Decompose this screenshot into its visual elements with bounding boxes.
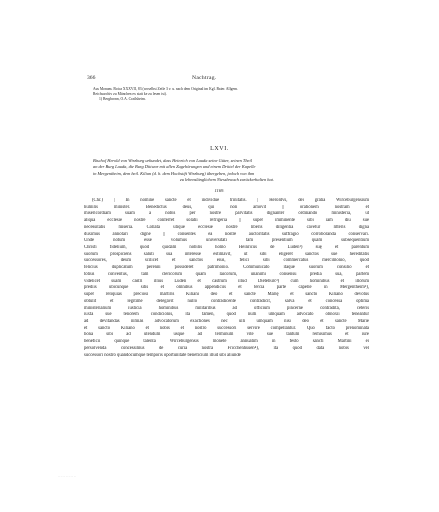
text-line: successores, deum scilicet et sanctos eius, felici sibi commercatus mercimonio, quod (84, 258, 369, 264)
text-line: duximus annotari digne || consentes ea nostre auctoritatis suffragio corroboranda conservari. (84, 231, 369, 237)
text-line: ministerialium iusticia hominibus militaribus ad officium pincerne contradita, ceteris (84, 305, 369, 311)
text-line: prediis ubicunque sitis et omnibus appendiciis et tercia parte capelle in Mergentheim³), (84, 285, 369, 291)
text-line: Unde notum esse volumus universitati tam presentium quam subsequentium (84, 238, 369, 244)
text-line: obtulit et legitime delegavit nullo contradicente contradicit, salva et concessa optima (84, 298, 369, 304)
text-line: videlicet suam castri illius Luden et castrum illud Dieteburc²) cum hominibus et illorum (84, 278, 369, 284)
text-line: beneficii quinque talenta Wirceburgensis monete annuatim in festo sancti Martini ei (84, 339, 369, 345)
text-line: ad devitandas nimias advocatorum exactiones nec ulli umquam nisi deo et sancte Marie (84, 318, 369, 324)
regest-line: in Mergentheim, dem heil. Kilian (d. h. dem Hochstift Wirzburg) übergeben, jedoch von ihm (93, 170, 255, 176)
charter-text (84, 198, 369, 359)
text-line: aliqua ecclesie nostre conferret solatii refrigeria || super imminente sibi iam diu sue (84, 218, 369, 224)
text-line: necessitatis miseria. Collata utique ecclesie nostre liberis diligentia cavetur litteris digna (84, 224, 369, 230)
text-line: totius conventus, tam clericorum quam laicorum, unanimi consensu predia sua, partem (84, 271, 369, 277)
document-year: 1169. (214, 188, 225, 193)
running-title: Nachtrag. (192, 75, 217, 81)
text-line: humilis minister. Benedictus deus, qui non amovit || orationem nostram et (84, 204, 369, 210)
regest-line: zu lebenslänglichem Niessbrauch zurückerhalten hat. (180, 177, 274, 183)
source-note (93, 87, 361, 103)
scan-mark: — — — — — — — (58, 476, 76, 478)
footnote-line: 1) Bergbronn, O.A. Crailsheim. (99, 97, 146, 102)
source-note-line: Aus Monum. Boica XXXVII, 83 (woselbst Zeile 3 v. u. nach dem Original im Kgl. Baier. Allgem. (93, 87, 238, 91)
document-number: LXVI. (210, 146, 229, 152)
page-number: 366 (87, 75, 96, 81)
regest-line: an der Burg Lauda, die Burg Dittwar mit allen Zugehörungen und einem Drittel der Kapelle (93, 164, 256, 170)
text-line: misericordiam suam a nobis per nostre parvitatis dignanter ordinando ministeria, ut (84, 211, 369, 217)
text-line: iuxta sue tenorem condicionis, ita tamen, quod nulli umquam advocato obnoxii teneantur (84, 312, 369, 318)
text-line: Christi fidelium, quod quidam nobilis homo Heinricus de Luden¹) suę et parentum (84, 245, 369, 251)
text-line: suorum prospiciens saluti sua interesse estimavit, ut sibi eligeret sanctos sue hereditatis (84, 251, 369, 257)
text-line: super reliquias preciosi martiris Kiliani deo et sancte Marię et sancto Kiliano devotus (84, 292, 369, 298)
text-line: et sancto Kiliano et nobis et nostro successori servire compellantur. Quo facto prenominata (84, 325, 369, 331)
source-note-line: Reichsarchiv zu München ex statt ke zu lesen ist). (93, 92, 167, 97)
text-line: felicius duplicatum perenni possideret patrimonio. Communicato itaque suorum consilio et (84, 265, 369, 271)
regest-summary (93, 158, 361, 184)
text-line: persolvenda concessimus de curia nostra Fricchenhusen⁴), ita quod data nobis vel (84, 345, 369, 351)
text-line: successori nostro quandocumque temporis oportunitate beneficium illud sibi aliunde (84, 352, 241, 358)
regest-line: Bischof Herold von Wirzburg urkundet, dass Heinrich von Lauda seine Güter, seinen Theil (93, 158, 252, 163)
text-line: bona sibi ad utendum usque ad terminum vite sue tantum remisimus et iure (84, 332, 369, 338)
text-line: (Chr.) | In nomine sancte et individue trinitatis. | Heroldvs, dei gratia Wirceburgensium (92, 198, 369, 203)
